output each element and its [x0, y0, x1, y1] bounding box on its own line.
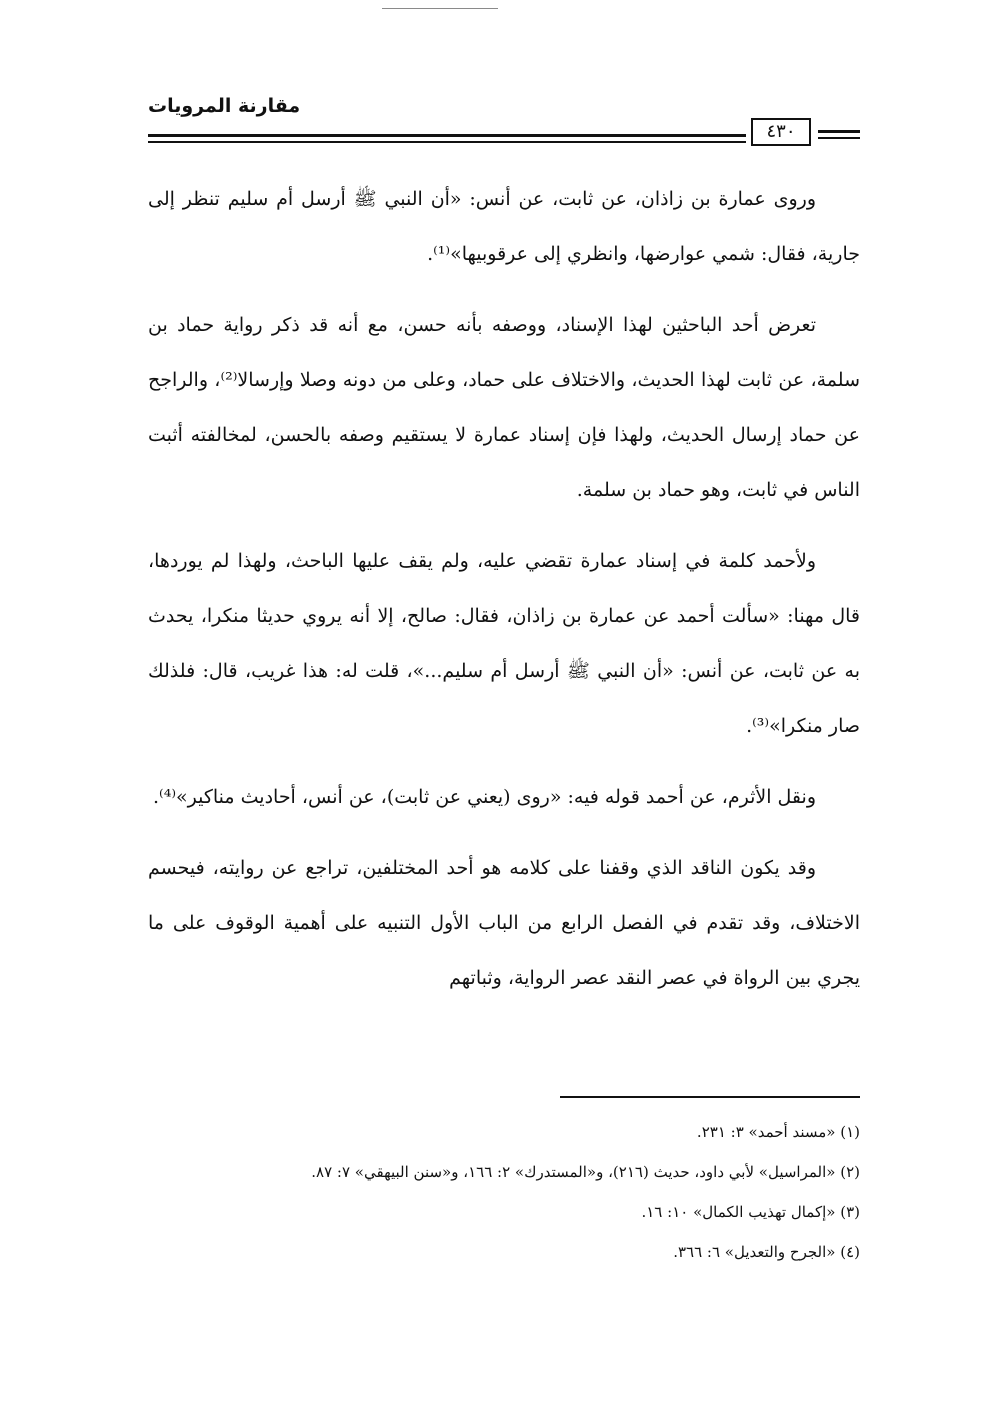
main-text: [148, 172, 860, 1022]
footnote: (٤) «الجرح والتعديل» ٦: ٣٦٦.: [673, 1243, 860, 1261]
footnote: (١) «مسند أحمد» ٣: ٢٣١.: [696, 1123, 860, 1141]
paragraph: وقد يكون الناقد الذي وقفنا على كلامه هو أحد المختلفين، تراجع عن روايته، فيحسم الاختلاف، وقد تقدم في الفصل الرابع من الباب الأول التنبيه على أهمية الوقوف على ما يجري بين الرواة في عصر النقد عصر الرواية، وثباتهم: [148, 857, 860, 989]
paragraph: ولأحمد كلمة في إسناد عمارة تقضي عليه، ولم يقف عليها الباحث، ولهذا لم يوردها، قال مهنا: «سألت أحمد عن عمارة بن زاذان، فقال: صالح، إلا أنه يروي حديثا منكرا، يحدث به عن ثابت، عن أنس: «أن النبي ﷺ أرسل أم سليم...»، قلت له: هذا غريب، قال: فلذلك صار منكرا»⁽³⁾.: [148, 550, 860, 737]
header-rule-right-bottom: [818, 137, 860, 139]
paragraph: ونقل الأثرم، عن أحمد قوله فيه: «روى (يعني عن ثابت)، عن أنس، أحاديث مناكير»⁽⁴⁾.: [152, 786, 816, 808]
footnote: (٣) «إكمال تهذيب الكمال» ١٠: ١٦.: [641, 1203, 860, 1221]
header-rule-thick: [148, 134, 746, 137]
paragraph: وروى عمارة بن زاذان، عن ثابت، عن أنس: «أن النبي ﷺ أرسل أم سليم تنظر إلى جارية، فقال: شمي عوارضها، وانظري إلى عرقوبيها»⁽¹⁾.: [148, 188, 860, 265]
footnotes: [148, 1112, 860, 1272]
footnote-separator: [560, 1096, 860, 1098]
running-header-title: مقارنة المرويات: [148, 95, 301, 117]
paragraph: تعرض أحد الباحثين لهذا الإسناد، ووصفه بأنه حسن، مع أنه قد ذكر رواية حماد بن سلمة، عن ثابت لهذا الحديث، والاختلاف على حماد، وعلى من دونه وصلا وإرسالا⁽²⁾، والراجح عن حماد إرسال الحديث، ولهذا فإن إسناد عمارة لا يستقيم وصفه بالحسن، لمخالفته أثبت الناس في ثابت، وهو حماد بن سلمة.: [148, 314, 860, 501]
footnote: (٢) «المراسيل» لأبي داود، حديث (٢١٦)، و«المستدرك» ٢: ١٦٦، و«سنن البيهقي» ٧: ٨٧.: [311, 1163, 860, 1181]
page-number: ٤٣٠: [751, 118, 811, 146]
header-rule-right-top: [818, 130, 860, 133]
top-edge-rule: [382, 8, 498, 9]
header-rule-thin: [148, 141, 746, 143]
